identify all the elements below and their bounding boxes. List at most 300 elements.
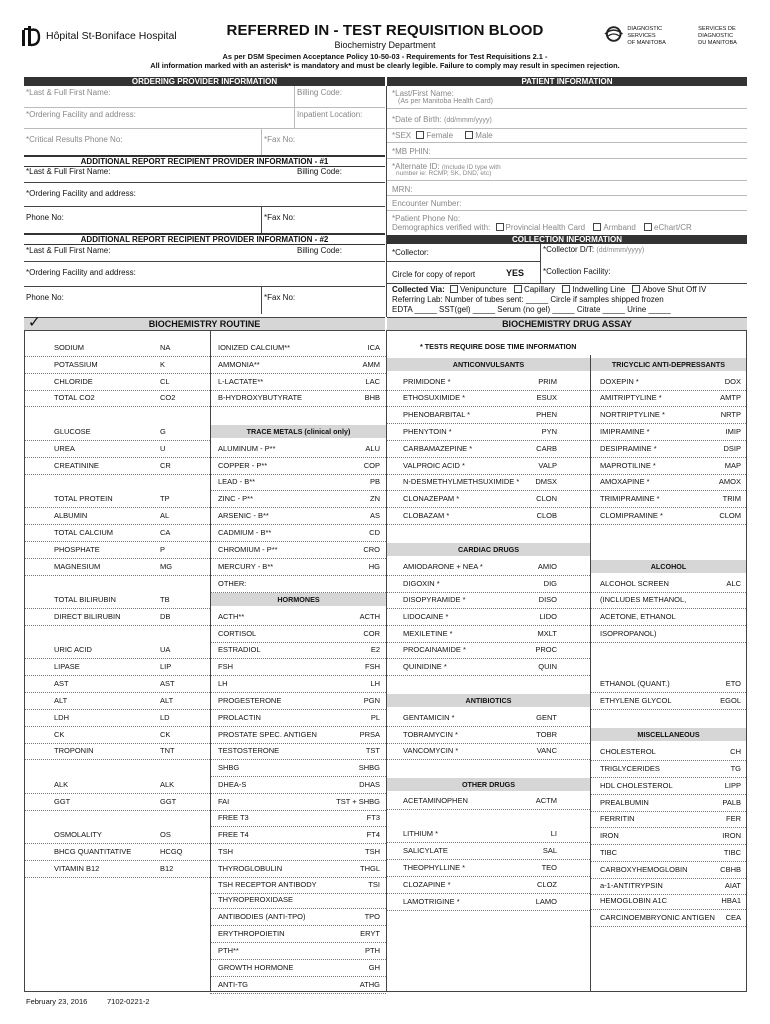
col3-test-code[interactable]: CLOZ — [536, 880, 557, 889]
col4-test-code[interactable]: CBHB — [720, 865, 741, 874]
row-divider — [210, 524, 386, 525]
row-divider — [387, 658, 590, 659]
col2-test-code[interactable]: COP — [363, 461, 380, 470]
col3-test-code[interactable]: TEO — [541, 863, 557, 872]
row-divider — [24, 373, 210, 374]
row-divider — [591, 490, 746, 491]
col1-test-name: VITAMIN B12 — [54, 864, 100, 873]
col4-test-code[interactable]: HBA1 — [721, 896, 741, 905]
col2-test-code[interactable]: ATHG — [359, 980, 380, 989]
row-divider — [210, 474, 386, 475]
row-divider — [387, 457, 590, 458]
col4-test-code[interactable]: DSIP — [723, 444, 741, 453]
critical-phone-field[interactable]: *Critical Results Phone No: — [26, 135, 123, 144]
col1-test-code[interactable]: AL — [160, 511, 170, 520]
col1-test-code[interactable]: B12 — [160, 864, 174, 873]
col4-test-code[interactable]: IMIP — [725, 427, 741, 436]
col4-test-code[interactable]: AIAT — [724, 881, 741, 890]
checkmark-icon: ✓ — [28, 314, 41, 331]
patient-name-note: (As per Manitoba Health Card) — [398, 98, 493, 105]
col4-test-name: AMOXAPINE * — [600, 477, 650, 486]
col3-test-name: VALPROIC ACID * — [403, 461, 465, 470]
row-divider — [591, 642, 746, 643]
col1-test-code[interactable]: G — [160, 427, 166, 436]
hospital-logo-icon — [20, 24, 42, 48]
col3-test-code[interactable]: VALP — [538, 461, 557, 470]
col4-test-code[interactable]: LIPP — [724, 781, 741, 790]
col2-test-code[interactable]: SHBG — [358, 763, 380, 772]
col3-test-code[interactable]: LI — [550, 829, 557, 838]
col2-test-code[interactable]: TST + SHBG — [336, 797, 380, 806]
row-divider — [210, 726, 386, 727]
col1-test-code[interactable]: HCGQ — [160, 847, 183, 856]
row-divider — [387, 440, 590, 441]
row-divider — [210, 925, 386, 926]
row-divider — [591, 524, 746, 525]
patient-name-field[interactable]: *Last/First Name: — [392, 89, 454, 98]
category-header: TRICYCLIC ANTI-DEPRESSANTS — [591, 358, 746, 371]
col3-test-name: CLOBAZAM * — [403, 511, 450, 520]
col2-test-code[interactable]: GH — [368, 963, 380, 972]
col1-test-code[interactable]: TP — [160, 494, 170, 503]
row-divider — [24, 575, 210, 576]
col3-test-code[interactable]: DIG — [543, 579, 557, 588]
col1-test-code[interactable]: TB — [160, 595, 170, 604]
provincial-card-checkbox[interactable] — [496, 223, 504, 231]
row-divider — [387, 859, 590, 860]
tubes-field[interactable]: EDTA _____ SST(gel) _____ Serum (no gel) _____ Citrate _____ Urine _____ — [392, 305, 671, 314]
col3-test-name: CARBAMAZEPINE * — [403, 444, 473, 453]
col4-test-code[interactable]: EGOL — [720, 696, 741, 705]
col1-test-name: GGT — [54, 797, 71, 806]
row-divider — [24, 877, 210, 878]
col1-test-code[interactable]: DB — [160, 612, 171, 621]
col1-test-code[interactable]: P — [160, 545, 166, 554]
col3-test-code[interactable]: AMIO — [537, 562, 557, 571]
category-header: MISCELLANEOUS — [591, 728, 746, 741]
dsm-name-fr: SERVICES DE DIAGNOSTIC DU MANITOBA — [698, 26, 737, 46]
ordering-fax-field[interactable]: *Fax No: — [264, 135, 296, 144]
encounter-field[interactable]: Encounter Number: — [392, 199, 462, 208]
col4-test-code[interactable]: ETO — [725, 679, 741, 688]
col3-test-code[interactable]: SAL — [542, 846, 557, 855]
venipuncture-checkbox[interactable] — [450, 285, 458, 293]
copy-yes-option[interactable]: YES — [506, 268, 525, 278]
row-divider — [24, 406, 210, 407]
category-header: ALCOHOL — [591, 560, 746, 573]
col4-test-code[interactable]: ALC — [726, 579, 741, 588]
col1-test-name: CK — [54, 730, 65, 739]
col1-test-name: ALBUMIN — [54, 511, 88, 520]
col3-test-code[interactable]: DMSX — [535, 477, 557, 486]
col2-test-name: FREE T4 — [218, 830, 249, 839]
col2-test-code[interactable]: TPO — [364, 912, 380, 921]
col2-test-name: SHBG — [218, 763, 240, 772]
col2-test-name: FSH — [218, 662, 233, 671]
col3-test-code[interactable]: LIDO — [539, 612, 557, 621]
row-divider — [210, 877, 386, 878]
col3-test-name: TOBRAMYCIN * — [403, 730, 458, 739]
col1-test-code[interactable]: CK — [160, 730, 171, 739]
col1-test-code[interactable]: K — [160, 360, 166, 369]
col4-test-code[interactable]: CH — [730, 747, 741, 756]
capillary-checkbox[interactable] — [514, 285, 522, 293]
col3-test-name: DIGOXIN * — [403, 579, 440, 588]
col4-test-code[interactable]: FER — [726, 814, 741, 823]
col2-test-name: PROLACTIN — [218, 713, 261, 722]
col2-test-name: ZINC - P** — [218, 494, 254, 503]
row-divider — [210, 406, 386, 407]
col1-test-code[interactable]: LD — [160, 713, 170, 722]
col2-test-code[interactable]: TST — [365, 746, 380, 755]
recipient2-billing-field[interactable]: Billing Code: — [297, 246, 342, 255]
col1-test-name: SODIUM — [54, 343, 84, 352]
col2-test-code[interactable]: LH — [370, 679, 380, 688]
policy-line-2: All information marked with an asterisk* is mandatory and must be clearly legible. Failure to comply may result in specimen rejection. — [150, 61, 620, 70]
row-divider — [387, 809, 590, 810]
row-divider — [387, 474, 590, 475]
row-divider — [210, 860, 386, 861]
col1-test-name: TOTAL CALCIUM — [54, 528, 114, 537]
col2-test-code[interactable]: AMM — [362, 360, 380, 369]
col1-test-name: CREATININE — [54, 461, 99, 470]
col2-test-code[interactable]: PB — [369, 477, 380, 486]
col3-test-code[interactable]: LAMO — [535, 897, 557, 906]
row-divider — [591, 474, 746, 475]
row-divider — [210, 942, 386, 943]
row-divider — [387, 675, 590, 676]
col2-test-name: ACTH** — [218, 612, 245, 621]
col4-test-name: PREALBUMIN — [600, 798, 649, 807]
col4-test-name: TIBC — [600, 848, 618, 857]
row-divider — [387, 910, 590, 911]
row-divider — [591, 692, 746, 693]
col1-test-code[interactable]: TNT — [160, 746, 175, 755]
col2-test-code[interactable]: TSH — [365, 847, 380, 856]
indwelling-checkbox[interactable] — [562, 285, 570, 293]
row-divider — [210, 692, 386, 693]
col2-test-name: PROSTATE SPEC. ANTIGEN — [218, 730, 317, 739]
col1-test-code[interactable]: CL — [160, 377, 170, 386]
col2-test-code[interactable]: FT3 — [366, 813, 380, 822]
ordering-billing-field[interactable]: Billing Code: — [297, 88, 342, 97]
collection-facility-field[interactable]: *Collection Facility: — [543, 267, 611, 276]
col3-test-code[interactable]: CLON — [536, 494, 557, 503]
row-divider — [24, 793, 210, 794]
col3-test-name: PROCAINAMIDE * — [403, 645, 466, 654]
armband-checkbox[interactable] — [593, 223, 601, 231]
male-checkbox[interactable] — [465, 131, 473, 139]
col3-test-name: VANCOMYCIN * — [403, 746, 459, 755]
recipient2-fax-field[interactable]: *Fax No: — [264, 293, 296, 302]
row-divider — [591, 827, 746, 828]
col2-test-code[interactable]: LAC — [365, 377, 380, 386]
row-divider — [387, 893, 590, 894]
col3-test-code[interactable]: CLOB — [536, 511, 557, 520]
row-divider — [591, 777, 746, 778]
col2-test-code[interactable]: PRSA — [359, 730, 380, 739]
col2-test-code[interactable]: DHAS — [359, 780, 380, 789]
col2-test-name: TSH — [218, 847, 233, 856]
col2-test-name: FREE T3 — [218, 813, 249, 822]
col2-test-code[interactable]: CRO — [363, 545, 380, 554]
col4-test-name: IMIPRAMINE * — [600, 427, 650, 436]
col4-test-code[interactable]: PALB — [722, 798, 741, 807]
row-divider — [24, 440, 210, 441]
col2-test-name: OTHER: — [218, 579, 247, 588]
col2-test-code[interactable]: FSH — [365, 662, 380, 671]
collector-field[interactable]: *Collector: — [392, 248, 429, 257]
recipient1-facility-field[interactable]: *Ordering Facility and address: — [26, 189, 136, 198]
col2-test-code[interactable]: AS — [369, 511, 380, 520]
row-divider — [210, 490, 386, 491]
col2-test-code[interactable]: FT4 — [366, 830, 380, 839]
col1-test-code[interactable]: LIP — [160, 662, 172, 671]
col2-test-code[interactable]: ZN — [370, 494, 380, 503]
row-divider — [24, 860, 210, 861]
col3-test-code[interactable]: TOBR — [536, 730, 557, 739]
row-divider — [24, 507, 210, 508]
row-divider — [24, 759, 210, 760]
ordering-name-field[interactable]: *Last & Full First Name: — [26, 88, 111, 97]
row-divider — [591, 406, 746, 407]
row-divider — [591, 625, 746, 626]
row-divider — [24, 608, 210, 609]
row-divider — [210, 457, 386, 458]
col2-test-name: THYROPEROXIDASE — [218, 895, 294, 904]
row-divider — [591, 909, 746, 910]
col4-test-name: TRIMIPRAMINE * — [600, 494, 660, 503]
col3-test-code[interactable]: DISO — [538, 595, 557, 604]
col2-test-code[interactable]: PTH — [365, 946, 380, 955]
col4-test-name: ETHYLENE GLYCOL — [600, 696, 672, 705]
col1-test-code[interactable]: ALK — [160, 780, 175, 789]
row-divider — [210, 976, 386, 977]
recipient2-name-field[interactable]: *Last & Full First Name: — [26, 246, 111, 255]
row-divider — [591, 861, 746, 862]
col3-test-name: SALICYLATE — [403, 846, 448, 855]
col2-test-code[interactable]: CD — [369, 528, 380, 537]
row-divider — [591, 844, 746, 845]
collected-via: Collected Via: Venipuncture Capillary Indwelling Line Above Shut Off IV — [392, 285, 707, 294]
category-header: ANTIBIOTICS — [387, 694, 590, 707]
row-divider — [387, 406, 590, 407]
col1-test-code[interactable]: OS — [160, 830, 171, 839]
col2-test-code[interactable]: ACTH — [359, 612, 380, 621]
col2-test-code[interactable]: ERYT — [360, 929, 380, 938]
col1-test-code[interactable]: CA — [160, 528, 171, 537]
col3-test-code[interactable]: PROC — [535, 645, 557, 654]
col4-test-code[interactable]: IRON — [722, 831, 741, 840]
row-divider — [24, 675, 210, 676]
col4-test-name: ETHANOL (QUANT.) — [600, 679, 670, 688]
row-divider — [591, 794, 746, 795]
category-header: TRACE METALS (clinical only) — [211, 425, 386, 438]
col2-test-code[interactable]: PGN — [363, 696, 380, 705]
col4-test-code[interactable]: AMOX — [718, 477, 741, 486]
col2-test-code[interactable]: PL — [370, 713, 380, 722]
mrn-field[interactable]: MRN: — [392, 185, 413, 194]
recipient1-name-field[interactable]: *Last & Full First Name: — [26, 167, 111, 176]
col2-test-code[interactable]: TSI — [368, 880, 380, 889]
recipient1-phone-field[interactable]: Phone No: — [26, 213, 64, 222]
col4-test-name: NORTRIPTYLINE * — [600, 410, 665, 419]
above-shutoff-checkbox[interactable] — [632, 285, 640, 293]
col4-test-code[interactable]: NRTP — [720, 410, 741, 419]
col3-test-name: PHENOBARBITAL * — [403, 410, 471, 419]
row-divider — [591, 811, 746, 812]
col1-test-name: POTASSIUM — [54, 360, 98, 369]
row-divider — [387, 743, 590, 744]
col4-test-code[interactable]: TIBC — [723, 848, 741, 857]
row-divider — [591, 608, 746, 609]
col1-test-code[interactable]: UA — [160, 645, 171, 654]
col2-test-name: MERCURY - B** — [218, 562, 274, 571]
col2-test-code[interactable]: E2 — [370, 645, 380, 654]
col2-test-name: CORTISOL — [218, 629, 257, 638]
female-checkbox[interactable] — [416, 131, 424, 139]
col4-test-code[interactable]: TRIM — [722, 494, 741, 503]
sex-field: *SEX Female Male — [392, 131, 493, 140]
col3-test-name: N-DESMETHYLMETHSUXIMIDE * — [403, 477, 520, 486]
col4-test-code[interactable]: CEA — [725, 913, 741, 922]
row-divider — [24, 524, 210, 525]
collector-dt-field[interactable]: *Collector D/T: (dd/mmm/yyyy) — [543, 245, 645, 254]
row-divider — [210, 843, 386, 844]
col2-test-name: IONIZED CALCIUM** — [218, 343, 291, 352]
col4-test-name: CLOMIPRAMINE * — [600, 511, 663, 520]
col1-test-code[interactable]: U — [160, 444, 166, 453]
col3-test-code[interactable]: GENT — [536, 713, 557, 722]
category-header: OTHER DRUGS — [387, 778, 590, 791]
row-divider — [387, 575, 590, 576]
col1-test-code[interactable]: GGT — [160, 797, 177, 806]
row-divider — [387, 625, 590, 626]
col4-test-code[interactable]: MAP — [724, 461, 741, 470]
col1-test-code[interactable]: NA — [160, 343, 171, 352]
col2-test-name: CADMIUM - B** — [218, 528, 272, 537]
col4-test-code[interactable]: CLOM — [719, 511, 741, 520]
col3-test-name: CLONAZEPAM * — [403, 494, 460, 503]
row-divider — [387, 608, 590, 609]
col4-test-name: HDL CHOLESTEROL — [600, 781, 673, 790]
col2-test-name: DHEA-S — [218, 780, 247, 789]
col2-test-name: THYROGLOBULIN — [218, 864, 283, 873]
col2-test-code[interactable]: HG — [368, 562, 380, 571]
col2-test-code[interactable]: THGL — [359, 864, 380, 873]
dob-field[interactable]: *Date of Birth: (dd/mmm/yyyy) — [392, 115, 492, 124]
referring-lab-field[interactable]: Referring Lab: Number of tubes sent: _____ Circle if samples shipped frozen — [392, 295, 664, 304]
row-divider — [591, 926, 746, 927]
col3-test-code[interactable]: CARB — [536, 444, 557, 453]
col2-test-code[interactable]: BHB — [364, 393, 380, 402]
form-title: REFERRED IN - TEST REQUISITION BLOOD — [226, 22, 544, 39]
row-divider — [24, 390, 210, 391]
col3-test-code[interactable]: PRIM — [538, 377, 557, 386]
col2-test-name: GROWTH HORMONE — [218, 963, 294, 972]
row-divider — [591, 457, 746, 458]
col4-test-code[interactable]: DOX — [724, 377, 741, 386]
row-divider — [387, 490, 590, 491]
row-divider — [387, 390, 590, 391]
row-divider — [591, 878, 746, 879]
col4-test-name: DESIPRAMINE * — [600, 444, 657, 453]
row-divider — [210, 759, 386, 760]
hospital-logo — [20, 24, 177, 48]
col4-test-name: MAPROTILINE * — [600, 461, 656, 470]
row-divider — [591, 760, 746, 761]
demographics-verified: Demographics verified with: Provincial Health Card Armband eChart/CR — [392, 223, 692, 232]
recipient1-fax-field[interactable]: *Fax No: — [264, 213, 296, 222]
col2-test-name: ANTI-TG — [218, 980, 248, 989]
col4-test-code[interactable]: AMTP — [720, 393, 741, 402]
col2-test-name: L-LACTATE** — [218, 377, 264, 386]
col1-test-name: GLUCOSE — [54, 427, 91, 436]
mb-phin-field[interactable]: *MB PHIN: — [392, 147, 431, 156]
col3-test-code[interactable]: QUIN — [538, 662, 557, 671]
col2-test-code[interactable]: COR — [363, 629, 380, 638]
col1-test-code[interactable]: MG — [160, 562, 173, 571]
row-divider — [387, 842, 590, 843]
col3-test-code[interactable]: ESUX — [536, 393, 557, 402]
col2-test-name: TESTOSTERONE — [218, 746, 280, 755]
col1-test-name: PHOSPHATE — [54, 545, 100, 554]
recipient1-billing-field[interactable]: Billing Code: — [297, 167, 342, 176]
recipient2-facility-field[interactable]: *Ordering Facility and address: — [26, 268, 136, 277]
col4-test-name: ISOPROPANOL) — [600, 629, 657, 638]
recipient2-phone-field[interactable]: Phone No: — [26, 293, 64, 302]
col1-test-code[interactable]: AST — [160, 679, 175, 688]
col3-test-name: GENTAMICIN * — [403, 713, 455, 722]
col1-test-name: URIC ACID — [54, 645, 92, 654]
col1-test-code[interactable]: CR — [160, 461, 171, 470]
col3-test-code[interactable]: PYN — [541, 427, 557, 436]
col3-test-code[interactable]: ACTM — [535, 796, 557, 805]
alternate-id-field[interactable]: *Alternate ID: (Include ID type with — [392, 162, 501, 171]
copy-of-report: Circle for copy of report — [392, 270, 476, 279]
col4-test-name: CARBOXYHEMOGLOBIN — [600, 865, 688, 874]
col4-test-name: TRIGLYCERIDES — [600, 764, 660, 773]
col2-test-code[interactable]: ALU — [365, 444, 380, 453]
row-divider — [210, 507, 386, 508]
col2-test-name: ARSENIC - B** — [218, 511, 269, 520]
ordering-facility-field[interactable]: *Ordering Facility and address: — [26, 110, 136, 119]
col1-test-name: MAGNESIUM — [54, 562, 101, 571]
col2-test-name: PROGESTERONE — [218, 696, 282, 705]
echart-checkbox[interactable] — [644, 223, 652, 231]
row-divider — [210, 558, 386, 559]
col4-test-name: DOXEPIN * — [600, 377, 639, 386]
row-divider — [24, 810, 210, 811]
col3-test-code[interactable]: PHEN — [536, 410, 557, 419]
row-divider — [387, 524, 590, 525]
col3-test-code[interactable]: VANC — [536, 746, 557, 755]
col2-test-code[interactable]: ICA — [367, 343, 380, 352]
inpatient-location-field[interactable]: Inpatient Location: — [297, 110, 363, 119]
col4-test-code[interactable]: TG — [730, 764, 741, 773]
col1-test-name: UREA — [54, 444, 75, 453]
col1-test-code[interactable]: CO2 — [160, 393, 176, 402]
col2-test-name: COPPER - P** — [218, 461, 268, 470]
dsm-name-en: DIAGNOSTIC SERVICES OF MANITOBA — [627, 26, 666, 46]
footer-date: February 23, 2016 — [26, 997, 88, 1006]
patient-phone-field[interactable]: *Patient Phone No: — [392, 214, 461, 223]
col1-test-code[interactable]: ALT — [160, 696, 174, 705]
col3-test-name: CLOZAPINE * — [403, 880, 451, 889]
department: Biochemistry Department — [334, 40, 436, 50]
col2-test-name: ESTRADIOL — [218, 645, 261, 654]
col3-test-code[interactable]: MXLT — [537, 629, 557, 638]
